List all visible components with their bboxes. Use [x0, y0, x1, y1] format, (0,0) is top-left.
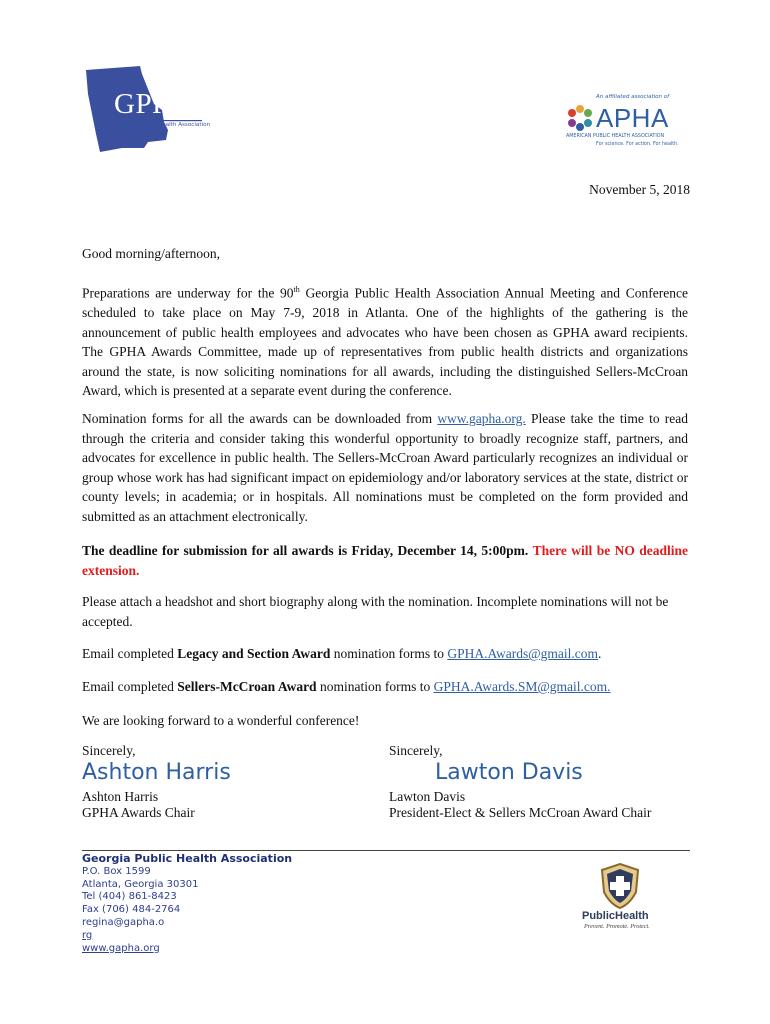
- sincerely-harris: Sincerely,: [82, 743, 136, 758]
- title-harris: GPHA Awards Chair: [82, 805, 195, 820]
- signature-harris: Ashton Harris: [82, 760, 231, 785]
- footer-divider: [82, 850, 690, 851]
- title-davis: President-Elect & Sellers McCroan Award Chair: [389, 805, 652, 820]
- footer-address: Atlanta, Georgia 30301: [82, 878, 199, 890]
- gpha-logo: [82, 64, 211, 156]
- apha-logo: [566, 94, 686, 152]
- email-legacy-mid: nomination forms to: [330, 646, 448, 661]
- footer-website-link[interactable]: www.gapha.org: [82, 942, 160, 954]
- paragraph-headshot: Please attach a headshot and short biography along with the nomination. Incomplete nominations will not be accepted.: [82, 594, 669, 629]
- footer-po-box: P.O. Box 1599: [82, 865, 151, 877]
- sellers-email-link[interactable]: GPHA.Awards.SM@gmail.com.: [433, 679, 611, 694]
- paragraph-nomination-post: Please take the time to read through the criteria and consider taking this wonderful opportunity to broadly recognize staff, partners, and advocates for excellence in public health. The Sellers-McCroan Award particularly recognizes an individual or group whose work has had significant impact on epidemiology and/or laboratory services at the state, district or county levels; in academia; or in hospitals. All nominations must be completed on the form provided and submitted as an attachment electronically.: [82, 411, 688, 524]
- email-legacy-line: [82, 644, 702, 664]
- gapha-website-link[interactable]: www.gapha.org.: [437, 411, 526, 426]
- footer-tel: Tel (404) 861-8423: [82, 891, 177, 903]
- gpha-logo-fullname: Georgia Public Health Association: [116, 122, 211, 128]
- public-health-tagline: Prevent. Promote. Protect.: [584, 923, 650, 930]
- gpha-logo-abbr: GPHA: [114, 88, 195, 120]
- paragraph-intro-sup: th: [293, 285, 300, 294]
- greeting: Good morning/afternoon,: [82, 246, 220, 261]
- paragraph-intro-post: Georgia Public Health Association Annual Meeting and Conference scheduled to take place on May 7-9, 2018 in Atlanta. One of the highlights of the gathering is the announcement of public health employees and advocates who have been chosen as GPHA award recipients. The GPHA Awards Committee, made up of representatives from public health districts and organizations around the state, is now soliciting nominations for all awards, including the distinguished Sellers-McCroan Award, which is presented at a separate event during the conference.: [82, 285, 688, 399]
- apha-logo-tagline: For science. For action. For health.: [596, 142, 679, 147]
- footer-org-name: Georgia Public Health Association: [82, 852, 293, 865]
- letter-date: November 5, 2018: [589, 182, 690, 197]
- email-sellers-mid: nomination forms to: [316, 679, 434, 694]
- email-sellers-line: [82, 677, 702, 697]
- apha-flower-icon: [566, 104, 594, 132]
- paragraph-intro-pre: Preparations are underway for the 90: [82, 285, 294, 301]
- shield-cross-icon: [598, 862, 642, 910]
- signature-block-harris: [82, 743, 362, 821]
- deadline-text: The deadline for submission for all awards is Friday, December 14, 5:00pm.: [82, 543, 529, 558]
- name-harris: Ashton Harris: [82, 789, 159, 804]
- email-sellers-pre: Email completed: [82, 679, 178, 694]
- email-legacy-pre: Email completed: [82, 646, 178, 661]
- legacy-email-link[interactable]: GPHA.Awards@gmail.com: [447, 646, 599, 661]
- signature-davis: Lawton Davis: [435, 760, 583, 785]
- signature-block-davis: [389, 743, 709, 821]
- sincerely-davis: Sincerely,: [389, 743, 443, 758]
- email-legacy-post: .: [598, 646, 602, 661]
- no-extension-text: There will be NO deadline extension.: [82, 543, 688, 578]
- apha-affiliate-text: An affiliated association of: [596, 94, 670, 100]
- paragraph-nomination-forms: [82, 409, 688, 527]
- footer-email-link[interactable]: regina@gapha.o: [82, 916, 165, 928]
- apha-logo-fullname: AMERICAN PUBLIC HEALTH ASSOCIATION: [566, 134, 665, 139]
- paragraph-intro: [82, 280, 688, 401]
- footer-fax: Fax (706) 484-2764: [82, 904, 181, 916]
- closing-line: We are looking forward to a wonderful conference!: [82, 713, 360, 728]
- legacy-award-name: Legacy and Section Award: [177, 646, 331, 661]
- public-health-badge: [580, 862, 662, 934]
- footer-contact: [82, 853, 322, 955]
- apha-logo-abbr: APHA: [596, 103, 669, 133]
- footer-email-link-cont[interactable]: rg: [82, 929, 93, 941]
- sellers-award-name: Sellers-McCroan Award: [177, 679, 317, 694]
- paragraph-nomination-pre: Nomination forms for all the awards can be downloaded from: [82, 411, 438, 426]
- name-davis: Lawton Davis: [389, 789, 466, 804]
- deadline-notice: [82, 541, 688, 580]
- public-health-title: PublicHealth: [582, 910, 649, 922]
